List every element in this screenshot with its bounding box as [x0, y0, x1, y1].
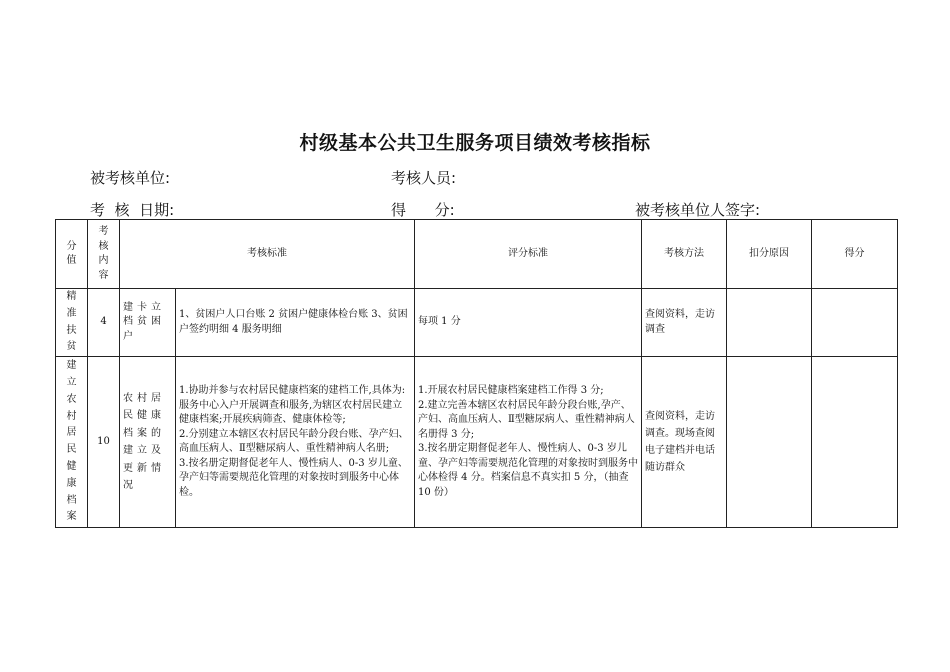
table-header-row [56, 220, 898, 289]
row-scoring: 1.开展农村居民健康档案建档工作得 3 分; 2.建立完善本辖区农村居民年龄分段台账,孕产、产妇、高血压病人、Ⅱ型糖尿病人、重性精神病人名册得 3 分; 3.按名册定期督促老年人、慢性病人、0-3 岁儿童、孕产妇等需要规范化管理的对象按时到服务中心体检得 4 分。档案信息不真实扣 5 分，（抽查 10 份） [415, 357, 642, 528]
header-deduction-reason: 扣分原因 [727, 220, 812, 289]
row-points: 4 [88, 289, 120, 357]
signature-label: 被考核单位人签字: [635, 201, 761, 219]
date-label: 考 核 日期: [90, 201, 175, 219]
header-score-value: 分 值 [56, 220, 88, 289]
row-method: 查阅资料，走访调查。现场查阅电子建档并电话随访群众 [642, 357, 727, 528]
row-content: 农村居民健康档案的建立及更新情况 [120, 357, 176, 528]
row-standard: 1.协助并参与农村居民健康档案的建档工作,具体为:服务中心入户开展调查和服务,为辖区农村居民建立健康档案;开展疾病筛查、健康体检等; 2.分别建立本辖区农村居民年龄分段台账、孕产妇、高血压病人、Ⅱ型糖尿病人、重性精神病人名册; 3.按名册定期督促老年人、慢性病人、0-3 岁儿童、孕产妇等需要规范化管理的对象按时到服务中心体检。 [176, 357, 415, 528]
row-scoring: 每项 1 分 [415, 289, 642, 357]
table-row [56, 289, 898, 357]
row-deduction-reason [727, 289, 812, 357]
header-score: 得分 [812, 220, 898, 289]
row-points: 10 [88, 357, 120, 528]
score-label: 得 分: [391, 201, 455, 219]
row-deduction-reason [727, 357, 812, 528]
header-method: 考核方法 [642, 220, 727, 289]
assessor-label: 考核人员: [391, 169, 457, 187]
header-scoring: 评分标准 [415, 220, 642, 289]
header-content: 考 核 内 容 [88, 220, 120, 289]
row-category: 精 准 扶 贫 [56, 289, 88, 357]
row-score [812, 357, 898, 528]
document-title: 村级基本公共卫生服务项目绩效考核指标 [299, 132, 651, 154]
unit-label: 被考核单位: [90, 169, 171, 187]
row-standard: 1、贫困户人口台账 2 贫困户健康体检台账 3、贫困户签约明细 4 服务明细 [176, 289, 415, 357]
row-method: 查阅资料，走访调查 [642, 289, 727, 357]
row-category: 建 立 农 村 居 民 健 康 档 案 [56, 357, 88, 528]
table-row [56, 357, 898, 528]
row-content: 建卡立档贫困户 [120, 289, 176, 357]
header-standard: 考核标准 [120, 220, 415, 289]
assessment-table [55, 219, 898, 528]
row-score [812, 289, 898, 357]
